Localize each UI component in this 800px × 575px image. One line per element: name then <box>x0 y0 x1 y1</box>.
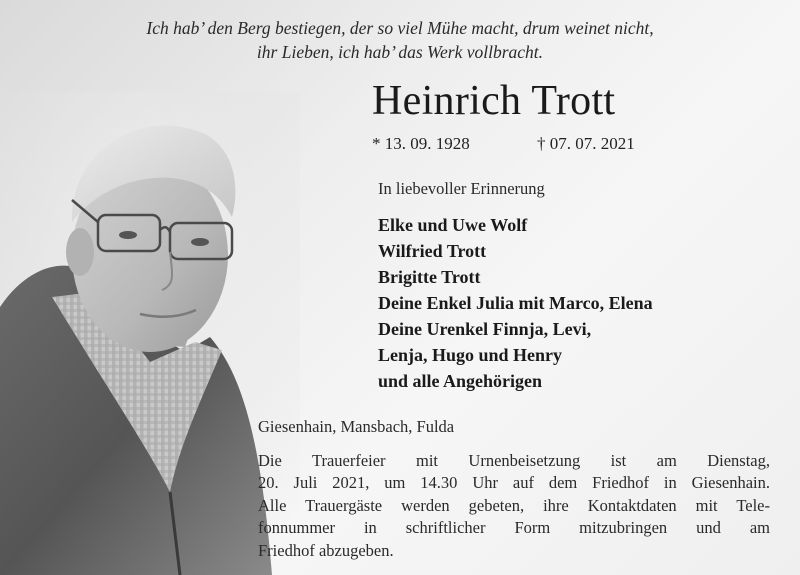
notice-line: Alle Trauergäste werden gebeten, ihre Kontaktdaten mit Tele- <box>258 495 770 515</box>
deceased-name: Heinrich Trott <box>372 78 616 124</box>
mourner-line: Deine Enkel Julia mit Marco, Elena <box>378 293 653 313</box>
mourner-line: und alle Angehörigen <box>378 371 543 391</box>
notice-line: fonnummer in schriftlicher Form mitzubringen und am <box>258 518 770 538</box>
places-text: Giesenhain, Mansbach, Fulda <box>258 417 455 436</box>
memorial-poem <box>0 16 800 64</box>
portrait-photo <box>0 92 300 575</box>
notice-line: Die Trauerfeier mit Urnenbeisetzung ist am Dienstag, <box>258 451 770 470</box>
mourner-line: Lenja, Hugo und Henry <box>378 345 563 365</box>
mourner-line: Elke und Uwe Wolf <box>378 215 528 235</box>
mourner-line: Wilfried Trott <box>378 241 487 261</box>
birth-date: * 13. 09. 1928 <box>372 134 470 153</box>
notice-line: 20. Juli 2021, um 14.30 Uhr auf dem Friedhof in Giesenhain. <box>258 473 770 493</box>
death-date: † 07. 07. 2021 <box>537 134 635 153</box>
poem-line: Ich hab’ den Berg bestiegen, der so viel Mühe macht, drum weinet nicht, <box>146 18 654 38</box>
poem-line: ihr Lieben, ich hab’ das Werk vollbracht. <box>256 42 544 62</box>
mourner-line: Brigitte Trott <box>378 267 481 287</box>
funeral-notice <box>258 450 770 562</box>
mourners-list <box>378 212 653 394</box>
memory-text: In liebevoller Erinnerung <box>378 179 545 198</box>
mourner-line: Deine Urenkel Finnja, Levi, <box>378 319 592 339</box>
notice-line: Friedhof abzugeben. <box>258 540 394 560</box>
